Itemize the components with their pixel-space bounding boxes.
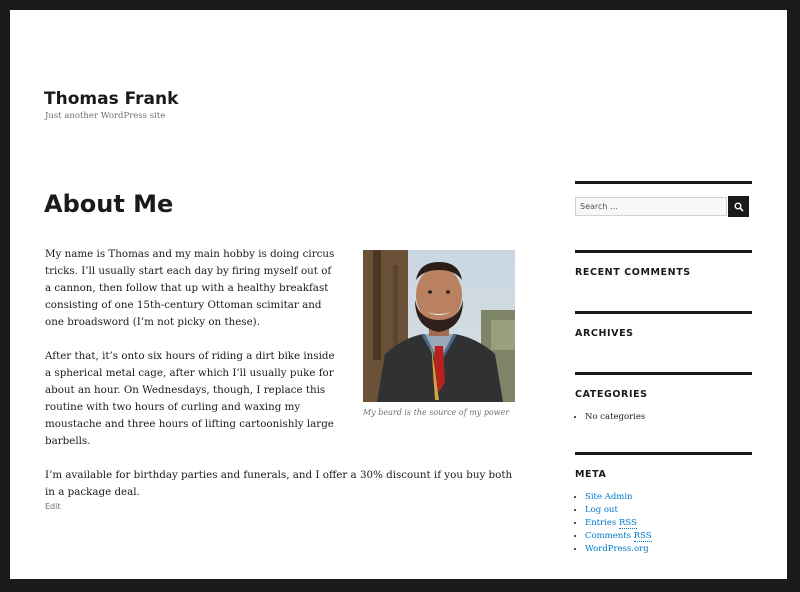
meta-link-label: Comments xyxy=(585,531,632,541)
page-title: About Me xyxy=(44,190,174,218)
image-caption: My beard is the source of my power xyxy=(363,408,510,417)
list-item xyxy=(585,491,752,504)
list-item: • No categories xyxy=(585,411,752,424)
meta-link-comments-rss[interactable] xyxy=(585,531,652,542)
search-form xyxy=(575,197,752,217)
paragraph: My name is Thomas and my main hobby is doing circus tricks. I’ll usually start each day by firing myself out of a cannon, then follow that up with a healthy breakfast consisting of one 15th-century Ottoman scimitar and one broadsword (I’m not picky on these). xyxy=(45,248,335,328)
meta-link-label: Entries xyxy=(585,518,617,528)
page xyxy=(10,10,787,579)
search-widget xyxy=(575,181,752,217)
categories-list xyxy=(575,411,752,424)
search-button[interactable] xyxy=(728,196,749,217)
widget-title-archives: ARCHIVES xyxy=(575,328,634,339)
widget-title-meta: META xyxy=(575,469,607,480)
list-item xyxy=(585,543,752,556)
meta-link-site-admin[interactable]: Site Admin xyxy=(585,492,633,502)
sidebar xyxy=(575,181,752,556)
list-item xyxy=(585,504,752,517)
recent-comments-widget xyxy=(575,250,752,278)
list-item xyxy=(585,517,752,530)
archives-widget xyxy=(575,311,752,339)
profile-photo xyxy=(363,250,515,402)
categories-widget xyxy=(575,372,752,424)
meta-widget xyxy=(575,452,752,556)
search-icon xyxy=(734,202,744,212)
paragraph: After that, it’s onto six hours of riding a dirt bike inside a spherical metal cage, after which I’ll usually puke for about an hour. On Wednesdays, though, I replace this routine with two hours of curling and waxing my moustache and three hours of lifting cartoonishly large barbells. xyxy=(45,350,335,447)
edit-link[interactable]: Edit xyxy=(45,502,61,511)
meta-list xyxy=(575,491,752,556)
site-title[interactable]: Thomas Frank xyxy=(44,89,179,109)
search-input[interactable] xyxy=(575,197,727,216)
widget-title-categories: CATEGORIES xyxy=(575,389,648,400)
meta-link-entries-rss[interactable] xyxy=(585,518,637,529)
list-item xyxy=(585,530,752,543)
rss-abbr: RSS xyxy=(618,518,637,528)
site-tagline: Just another WordPress site xyxy=(45,111,166,121)
widget-title-recent-comments: RECENT COMMENTS xyxy=(575,267,691,278)
meta-link-wordpress-org[interactable]: WordPress.org xyxy=(585,544,649,554)
post-figure xyxy=(363,250,515,418)
paragraph: I’m available for birthday parties and funerals, and I offer a 30% discount if you buy both in a package deal. xyxy=(45,469,513,498)
post-content xyxy=(45,246,515,518)
meta-link-log-out[interactable]: Log out xyxy=(585,505,618,515)
rss-abbr: RSS xyxy=(633,531,652,541)
